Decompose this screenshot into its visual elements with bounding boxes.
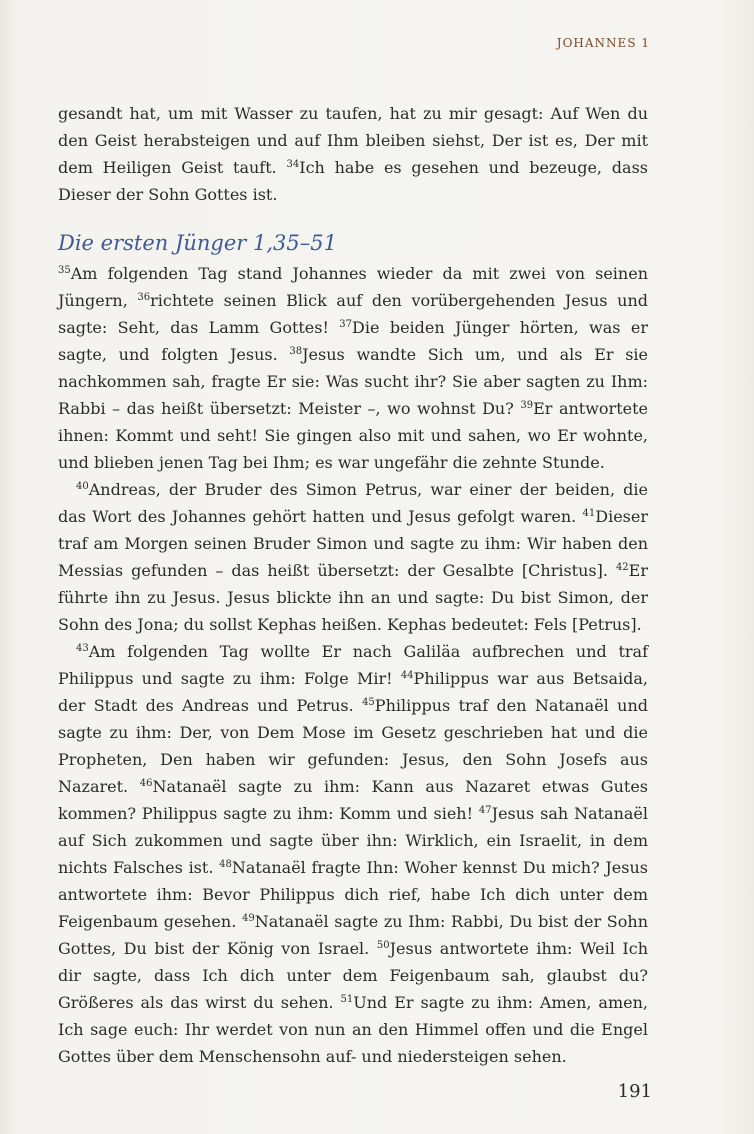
verse-text: gesandt hat, um mit Wasser zu taufen, hat zu mir gesagt: Auf Wen du den Geist herabsteigen und auf Ihm bleiben siehst, Der ist es, Der mit dem Heiligen Geist tauft.: [58, 104, 648, 177]
verse-text: Er antwortete ihnen: Kommt und seht! Sie gingen also mit und sahen, wo Er wohnte, und blieben jenen Tag bei Ihm; es war ungefähr die zehnte Stunde.: [58, 399, 648, 472]
verse-text: Andreas, der Bruder des Simon Petrus, war einer der beiden, die das Wort des Johannes gehört hatten und Jesus gefolgt waren.: [58, 480, 648, 526]
verse-text: Jesus antwortete ihm: Weil Ich dir sagte, dass Ich dich unter dem Feigenbaum sah, glaubst du? Größeres als das wirst du sehen.: [58, 939, 648, 1012]
verse-text: Natanaël fragte Ihn: Woher kennst Du mich? Jesus antwortete ihm: Bevor Philippus dich rief, habe Ich dich unter dem Feigenbaum gesehen.: [58, 858, 649, 931]
verse-text: Jesus sah Natanaël auf Sich zukommen und sagte über ihn: Wirklich, ein Israelit, in dem nichts Falsches ist.: [58, 804, 649, 877]
verse-number: 46: [139, 778, 153, 789]
verse-text: Am folgenden Tag stand Johannes wieder da mit zwei von seinen Jüngern,: [58, 264, 648, 310]
verse-number: 43: [76, 643, 89, 654]
verse-text: Und Er sagte zu ihm: Amen, amen, Ich sage euch: Ihr werdet von nun an den Himmel offen und die Engel Gottes über dem Menschensohn auf- und niedersteigen sehen.: [58, 993, 648, 1066]
verse-number: 35: [58, 265, 71, 276]
verse-number: 49: [241, 913, 255, 924]
paragraph-verses-43-51: [58, 638, 648, 1070]
verse-number: 34: [286, 159, 300, 170]
paragraph-verses-35-39: [58, 260, 648, 476]
verse-number: 37: [339, 319, 353, 330]
paragraph-verse-33-34: [58, 100, 648, 208]
verse-number: 42: [615, 562, 629, 573]
verse-number: 51: [340, 994, 354, 1005]
verse-text: Am folgenden Tag wollte Er nach Galiläa aufbrechen und traf Philippus und sagte zu ihm: Folge Mir!: [58, 642, 648, 688]
verse-text: Philippus traf den Natanaël und sagte zu ihm: Der, von Dem Mose im Gesetz geschrieben hat und die Propheten, Den haben wir gefunden: Jesus, den Sohn Josefs aus Nazaret.: [58, 696, 648, 796]
verse-number: 41: [582, 508, 596, 519]
paragraph-verses-40-42: [58, 476, 648, 638]
verse-text: Die beiden Jünger hörten, was er sagte, und folgten Jesus.: [58, 318, 648, 364]
verse-number: 36: [137, 292, 151, 303]
verse-number: 38: [289, 346, 303, 357]
verse-text: richtete seinen Blick auf den vorübergehenden Jesus und sagte: Seht, das Lamm Gottes!: [58, 291, 649, 337]
verse-text: Dieser traf am Morgen seinen Bruder Simon und sagte zu ihm: Wir haben den Messias gefunden – das heißt übersetzt: der Gesalbte [Christus].: [58, 507, 648, 580]
verse-text: Er führte ihn zu Jesus. Jesus blickte ihn an und sagte: Du bist Simon, der Sohn des Jona; du sollst Kephas heißen. Kephas bedeutet: Fels [Petrus].: [58, 561, 648, 634]
verse-number: 39: [520, 400, 534, 411]
verse-number: 47: [478, 805, 492, 816]
running-head: JOHANNES 1: [556, 36, 650, 50]
verse-text: Jesus wandte Sich um, und als Er sie nachkommen sah, fragte Er sie: Was sucht ihr? Sie aber sagten zu Ihm: Rabbi – das heißt übersetzt: Meister –, wo wohnst Du?: [58, 345, 649, 418]
verse-text: Philippus war aus Betsaida, der Stadt des Andreas und Petrus.: [58, 669, 649, 715]
verse-number: 48: [219, 859, 232, 870]
verse-text: Natanaël sagte zu ihm: Kann aus Nazaret etwas Gutes kommen? Philippus sagte zu ihm: Komm und sieh!: [58, 777, 649, 823]
verse-text: Natanaël sagte zu Ihm: Rabbi, Du bist der Sohn Gottes, Du bist der König von Israel.: [58, 912, 648, 958]
verse-text: Ich habe es gesehen und bezeuge, dass Dieser der Sohn Gottes ist.: [58, 158, 648, 204]
verse-number: 44: [400, 670, 414, 681]
verse-number: 45: [362, 697, 375, 708]
section-heading: Die ersten Jünger 1,35–51: [58, 231, 337, 255]
verse-number: 50: [376, 940, 390, 951]
page-body: [58, 100, 648, 1070]
verse-number: 40: [76, 481, 89, 492]
page-number: 191: [617, 1081, 652, 1102]
